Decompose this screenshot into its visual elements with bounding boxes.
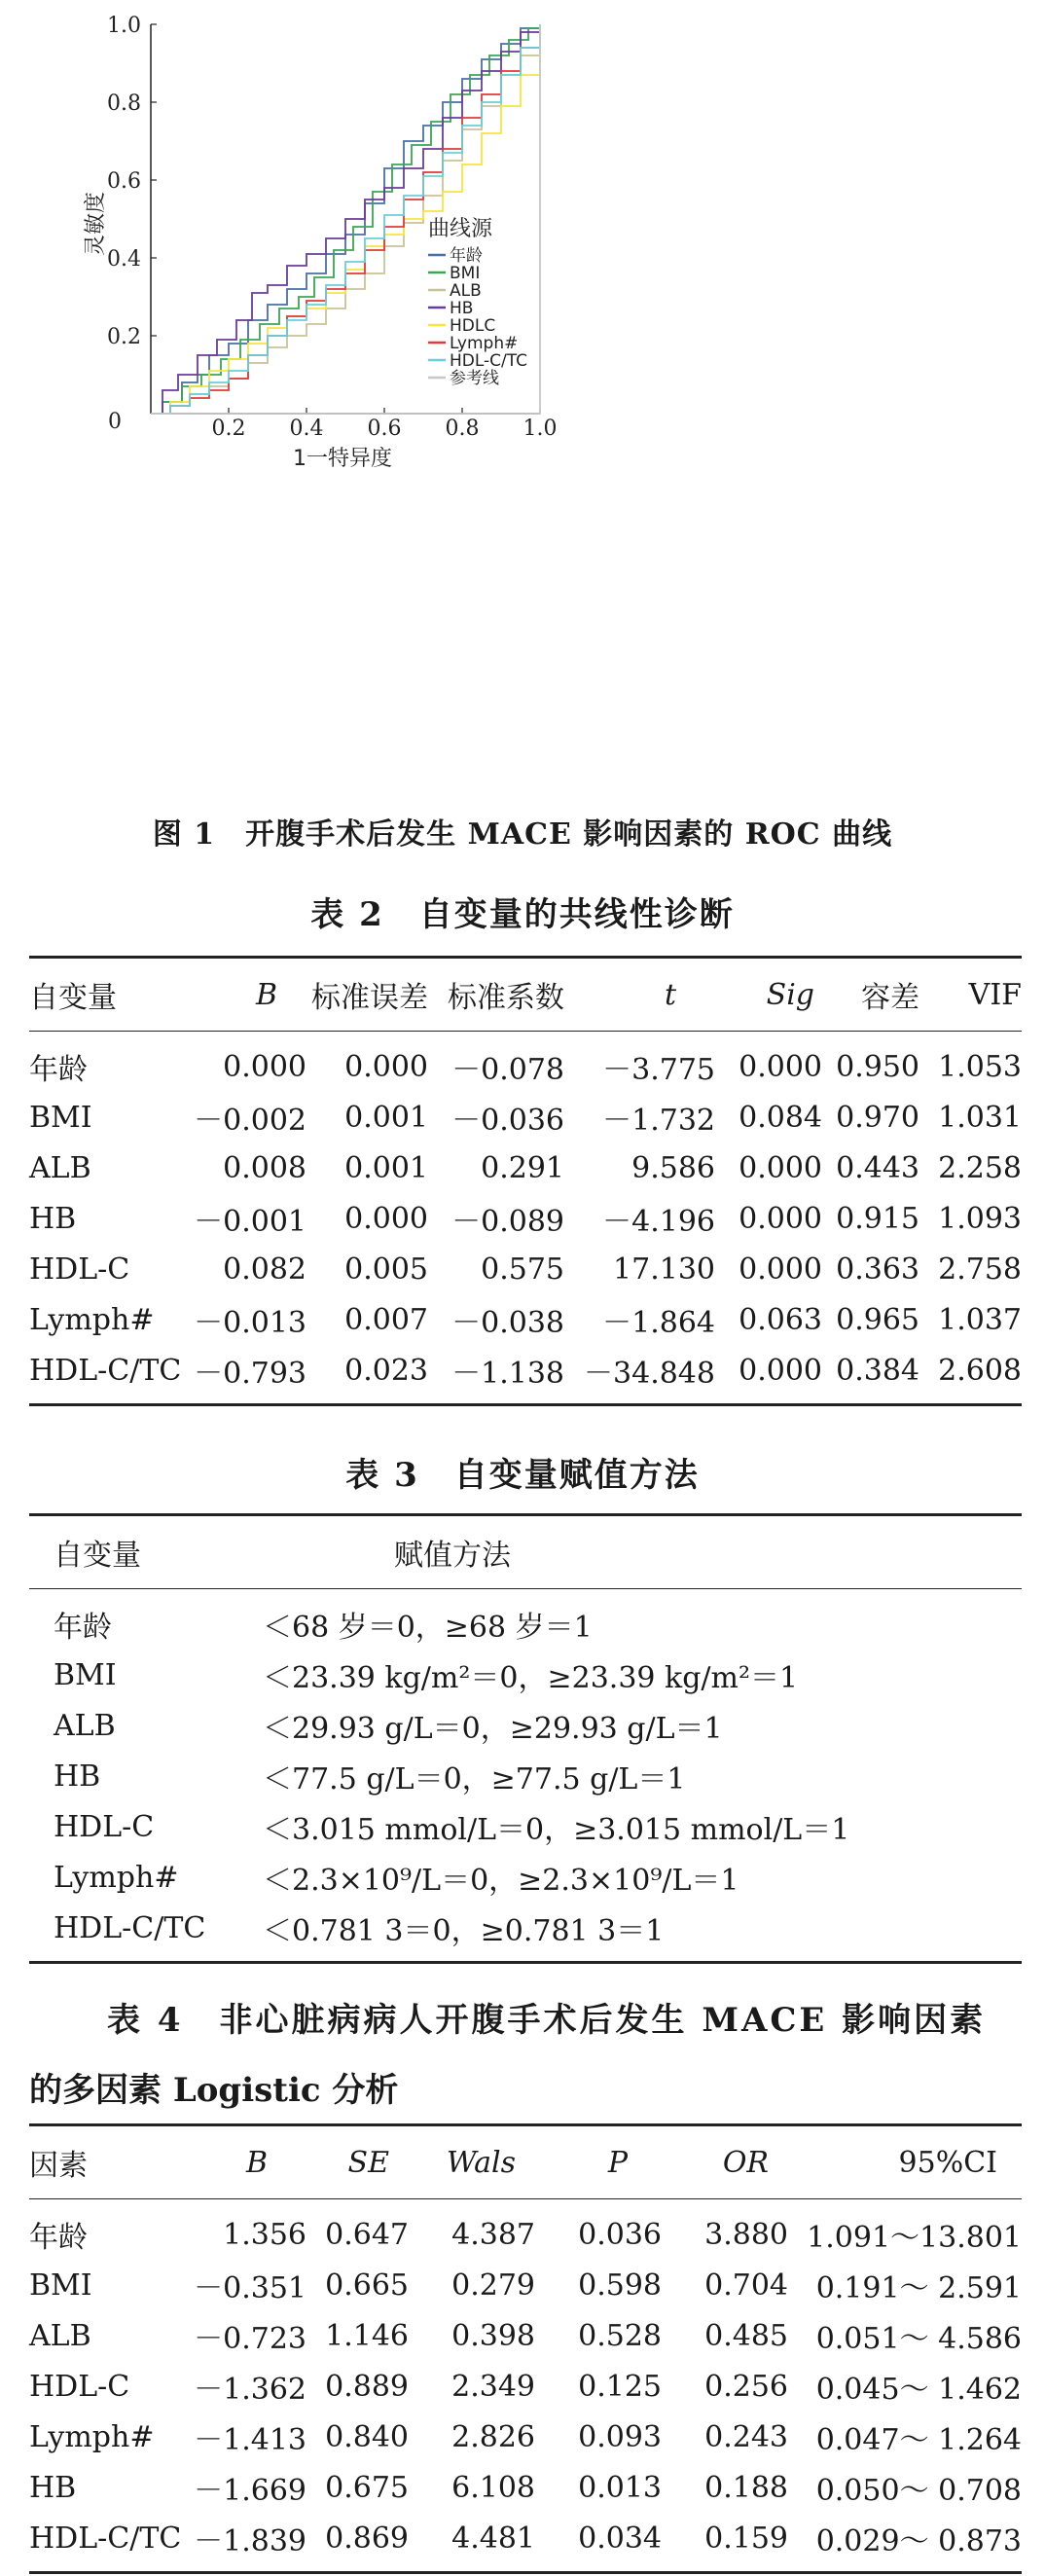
table-cell: 0.243: [704, 2419, 788, 2454]
table2-header-cell: 容差: [822, 958, 919, 1032]
table-cell: 0.093: [578, 2419, 662, 2454]
table-cell: 0.000: [739, 1150, 822, 1185]
table-cell: 0.000: [344, 1201, 428, 1236]
table-cell: ＜77.5 g/L＝0，≥77.5 g/L＝1: [263, 1762, 686, 1796]
legend-entry: 年龄: [450, 246, 483, 266]
table3-title: 表 3 自变量赋值方法: [345, 1456, 700, 1495]
table4-header-cell: [788, 2125, 1022, 2199]
legend-entry: HDL-C/TC: [450, 351, 528, 371]
table3-header-cell: 赋值方法: [263, 1515, 1022, 1589]
table-cell: 0.970: [836, 1100, 919, 1135]
table-row: [29, 1092, 1022, 1143]
legend-entry: ALB: [450, 281, 482, 301]
table-cell: Lymph#: [29, 2419, 155, 2454]
legend-title: 曲线源: [428, 217, 493, 241]
roc-chart: [0, 0, 1045, 798]
table-cell: 0.000: [739, 1252, 822, 1287]
table2-header-row: [29, 958, 1022, 1032]
table2-header-cell: 标准误差: [306, 958, 428, 1032]
table-cell: －1.732: [602, 1104, 715, 1138]
table-cell: －4.196: [602, 1205, 715, 1239]
table-row: [29, 2310, 1022, 2361]
table-cell: 0.125: [578, 2369, 662, 2404]
table-cell: 1.146: [325, 2318, 409, 2353]
table-cell: 0.045～ 1.462: [815, 2373, 1022, 2407]
table-row: [29, 2199, 1022, 2261]
table-cell: 0.191～ 2.591: [815, 2271, 1022, 2305]
table-cell: 2.349: [451, 2369, 535, 2404]
table-cell: 年龄: [29, 1053, 88, 1087]
table2-title: 表 2 自变量的共线性诊断: [310, 895, 735, 934]
table2-header-cell: 标准系数: [428, 958, 564, 1032]
table-cell: 0.647: [325, 2217, 409, 2252]
legend-entry: Lymph#: [450, 334, 519, 353]
legend-entry: HDLC: [450, 316, 496, 336]
table3: [29, 1513, 1022, 1964]
y-tick-label: 0.8: [107, 91, 141, 116]
table-cell: 0.840: [325, 2419, 409, 2454]
table-cell: －1.413: [194, 2423, 306, 2457]
table-cell: ALB: [29, 1150, 91, 1185]
table-cell: 0.000: [739, 1201, 822, 1236]
table4-header-cell: SE: [306, 2125, 409, 2199]
roc-axes: [84, 14, 558, 471]
y-tick-label: 0: [108, 410, 122, 434]
table-cell: 0.598: [578, 2268, 662, 2303]
table-cell: 0.007: [344, 1302, 428, 1337]
table-cell: 0.398: [451, 2318, 535, 2353]
table-cell: 4.387: [451, 2217, 535, 2252]
table-row: [29, 1903, 1022, 1963]
table-cell: 0.051～ 4.586: [815, 2322, 1022, 2356]
table-cell: 0.443: [836, 1150, 919, 1185]
table-row: [29, 1589, 1022, 1651]
table-cell: －0.036: [451, 1104, 564, 1138]
table-cell: 2.258: [938, 1150, 1022, 1185]
table-row: [29, 1345, 1022, 1405]
legend-entry: HB: [450, 299, 474, 318]
table-row: [29, 2361, 1022, 2412]
table-cell: 0.279: [451, 2268, 535, 2303]
table-cell: 0.001: [344, 1100, 428, 1135]
table-cell: 0.000: [739, 1049, 822, 1084]
table4-header-cell: OR: [662, 2125, 788, 2199]
table-cell: ALB: [29, 2318, 91, 2353]
table-row: [29, 1852, 1022, 1903]
table-cell: ＜29.93 g/L＝0，≥29.93 g/L＝1: [263, 1712, 723, 1746]
roc-figure: [0, 0, 1045, 852]
table4-header-cell: 因素: [29, 2125, 190, 2199]
table2-header-cell: t: [564, 958, 715, 1032]
table-cell: 0.029～ 0.873: [788, 2513, 1022, 2573]
table-cell: 3.880: [704, 2217, 788, 2252]
table-cell: 0.063: [739, 1302, 822, 1337]
table-cell: BMI: [29, 1100, 92, 1135]
table-cell: 0.256: [704, 2369, 788, 2404]
x-tick-label: 0.6: [367, 417, 402, 441]
table-cell: 0.036: [578, 2217, 662, 2252]
table-cell: 0.950: [836, 1049, 919, 1084]
y-tick-label: 0.2: [107, 325, 141, 349]
table-cell: 0.915: [836, 1201, 919, 1236]
table-cell: 0.034: [535, 2513, 662, 2573]
table2: [29, 956, 1022, 1406]
table-row: [29, 2260, 1022, 2310]
table2-header-cell: 自变量: [29, 958, 190, 1032]
table-row: [29, 1751, 1022, 1801]
table-cell: 0.889: [325, 2369, 409, 2404]
table-cell: －34.848: [564, 1345, 715, 1405]
y-tick-label: 0.4: [107, 247, 141, 272]
table-cell: ＜2.3×10⁹/L＝0，≥2.3×10⁹/L＝1: [263, 1864, 739, 1898]
table2-header-cell: VIF: [919, 958, 1022, 1032]
table-cell: －1.864: [602, 1306, 715, 1340]
table-cell: 9.586: [631, 1150, 715, 1185]
table-row: [29, 2412, 1022, 2462]
y-axis-label: 灵敏度: [84, 191, 108, 257]
table4-header-ci: 95%CI: [898, 2145, 997, 2180]
table-cell: 0.869: [306, 2513, 409, 2573]
table-cell: 4.481: [409, 2513, 535, 2573]
table4-header-cell: P: [535, 2125, 662, 2199]
table-cell: 0.188: [704, 2470, 788, 2505]
table-cell: 1.093: [938, 1201, 1022, 1236]
table-cell: 0.013: [578, 2470, 662, 2505]
table-row: [29, 1193, 1022, 1244]
table4-header-cell: B: [190, 2125, 306, 2199]
table-cell: 1.356: [223, 2217, 306, 2252]
table-cell: －1.839: [190, 2513, 306, 2573]
table-cell: ＜23.39 kg/m²＝0，≥23.39 kg/m²＝1: [263, 1661, 799, 1695]
table-cell: 2.758: [938, 1252, 1022, 1287]
table-cell: 0.000: [715, 1345, 822, 1405]
table-cell: HDL-C: [29, 1252, 130, 1287]
table-cell: HB: [29, 2470, 77, 2505]
table-row: [29, 1244, 1022, 1294]
y-tick-label: 1.0: [107, 14, 141, 38]
table-cell: BMI: [54, 1657, 117, 1692]
table-cell: 年龄: [54, 1611, 112, 1645]
table-cell: 0.291: [481, 1150, 564, 1185]
roc-legend: [428, 217, 527, 388]
table-cell: －0.002: [194, 1104, 306, 1138]
table-cell: 1.031: [938, 1100, 1022, 1135]
table-cell: ALB: [54, 1708, 116, 1743]
table-cell: 0.528: [578, 2318, 662, 2353]
table-cell: 0.023: [306, 1345, 428, 1405]
table-cell: 6.108: [451, 2470, 535, 2505]
table-cell: 0.050～ 0.708: [815, 2474, 1022, 2508]
table-cell: －1.669: [194, 2474, 306, 2508]
table-cell: 2.826: [451, 2419, 535, 2454]
table-cell: 0.005: [344, 1252, 428, 1287]
table-cell: Lymph#: [29, 1302, 155, 1337]
table-cell: －0.001: [194, 1205, 306, 1239]
table-cell: 1.091～13.801: [807, 2221, 1022, 2255]
x-tick-label: 0.4: [289, 417, 324, 441]
table-cell: 0.000: [223, 1049, 306, 1084]
table-cell: BMI: [29, 2268, 92, 2303]
table-cell: 0.082: [223, 1252, 306, 1287]
table-row: [29, 1650, 1022, 1700]
table-cell: 0.665: [325, 2268, 409, 2303]
table-cell: 0.084: [739, 1100, 822, 1135]
x-tick-label: 0.2: [211, 417, 246, 441]
table-cell: －0.351: [194, 2271, 306, 2305]
table4-title-line1: 表 4 非心脏病病人开腹手术后发生 MACE 影响因素: [107, 2001, 987, 2040]
table-cell: 0.384: [822, 1345, 919, 1405]
table3-header-cell: 自变量: [29, 1515, 263, 1589]
x-tick-label: 0.8: [445, 417, 480, 441]
table-row: [29, 1801, 1022, 1852]
table4-title-line2: 的多因素 Logistic 分析: [29, 2071, 399, 2110]
table-cell: －0.793: [190, 1345, 306, 1405]
table-cell: HDL-C/TC: [29, 1903, 263, 1963]
table-cell: 1.037: [938, 1302, 1022, 1337]
table-row: [29, 1143, 1022, 1193]
table-cell: 0.575: [481, 1252, 564, 1287]
table-cell: －1.362: [194, 2373, 306, 2407]
table-cell: －0.013: [194, 1306, 306, 1340]
table-row: [29, 2462, 1022, 2513]
table-cell: ＜3.015 mmol/L＝0，≥3.015 mmol/L＝1: [263, 1813, 850, 1847]
x-tick-label: 1.0: [522, 417, 558, 441]
table-cell: －0.078: [451, 1053, 564, 1087]
table-cell: HDL-C: [29, 2369, 130, 2404]
table-cell: 1.053: [938, 1049, 1022, 1084]
table2-header-cell: B: [190, 958, 306, 1032]
table-row: [29, 1294, 1022, 1345]
table-cell: HDL-C: [54, 1809, 155, 1844]
figure-caption: 图 1 开腹手术后发生 MACE 影响因素的 ROC 曲线: [152, 817, 893, 852]
table-cell: 0.363: [836, 1252, 919, 1287]
table-cell: HB: [29, 1201, 77, 1236]
table-cell: HB: [54, 1759, 101, 1794]
table-cell: 0.000: [344, 1049, 428, 1084]
table-cell: －0.038: [451, 1306, 564, 1340]
table-cell: －3.775: [602, 1053, 715, 1087]
table3-header-row: [29, 1515, 1022, 1589]
table-cell: Lymph#: [54, 1860, 179, 1895]
legend-entry: BMI: [450, 264, 481, 283]
legend-entry: 参考线: [450, 369, 499, 388]
table-cell: 0.675: [325, 2470, 409, 2505]
table-cell: 0.704: [704, 2268, 788, 2303]
x-axis-label: 1一特异度: [293, 447, 392, 471]
table4: [29, 2123, 1022, 2574]
table-row: [29, 1700, 1022, 1751]
table-cell: 0.159: [662, 2513, 788, 2573]
table-cell: 2.608: [919, 1345, 1022, 1405]
table-cell: ＜68 岁＝0，≥68 岁＝1: [263, 1611, 593, 1645]
table-cell: 年龄: [29, 2221, 88, 2255]
table-row: [29, 2513, 1022, 2573]
table2-header-cell: Sig: [715, 958, 822, 1032]
table-cell: HDL-C/TC: [29, 2513, 190, 2573]
table-cell: 0.485: [704, 2318, 788, 2353]
y-tick-label: 0.6: [107, 169, 141, 194]
table-cell: －1.138: [428, 1345, 564, 1405]
table-cell: HDL-C/TC: [29, 1345, 190, 1405]
table-cell: －0.723: [194, 2322, 306, 2356]
table-cell: ＜0.781 3＝0，≥0.781 3＝1: [263, 1903, 1022, 1963]
table-cell: 0.001: [344, 1150, 428, 1185]
table-cell: 0.965: [836, 1302, 919, 1337]
table-cell: 0.008: [223, 1150, 306, 1185]
table-cell: 17.130: [613, 1252, 715, 1287]
table4-title: [29, 1985, 1022, 2125]
table-cell: －0.089: [451, 1205, 564, 1239]
table-cell: 0.047～ 1.264: [815, 2423, 1022, 2457]
table4-header-row: [29, 2125, 1022, 2199]
table-row: [29, 1032, 1022, 1093]
table4-header-cell: Wals: [409, 2125, 535, 2199]
